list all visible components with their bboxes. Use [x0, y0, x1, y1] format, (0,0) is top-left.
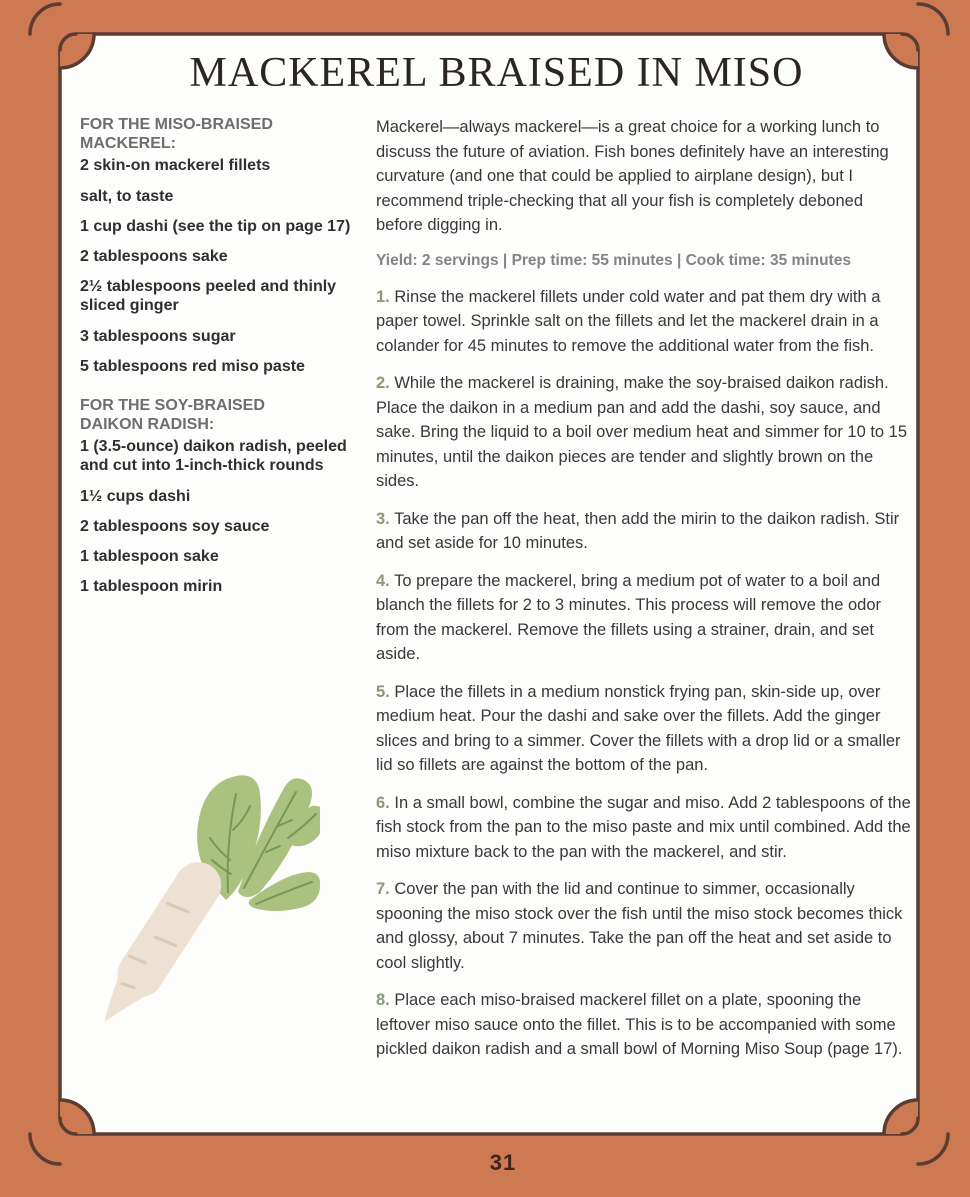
step-number: 4.: [376, 571, 390, 590]
ingredient-item: 1 tablespoon mirin: [80, 578, 223, 596]
intro-paragraph: Mackerel—always mackerel—is a great choice for a working lunch to discuss the future of aviation. Fish bones definitely have an interesting curvature (and one that could be applied to airplane design), but I recommend triple-checking that all your fish is completely deboned before digging in.: [376, 118, 889, 235]
ingredient-item: 2½ tablespoons peeled and thinly sliced ginger: [80, 278, 337, 315]
step-text: To prepare the mackerel, bring a medium pot of water to a boil and blanch the fillets for 2 to 3 minutes. This process will remove the odor from the mackerel. Remove the fillets using a strainer, drain, and set aside.: [376, 571, 882, 664]
step-paragraph: [376, 507, 913, 556]
ingredients-section-daikon: [80, 396, 364, 597]
ingredient-item: 2 skin-on mackerel fillets: [80, 157, 271, 175]
step-paragraph: [376, 371, 913, 494]
yield-prep-cook-line: Yield: 2 servings | Prep time: 55 minutes | Cook time: 35 minutes: [376, 251, 851, 269]
ingredients-list: [80, 156, 364, 376]
step-text: Place each miso-braised mackerel fillet on a plate, spooning the leftover miso sauce onto the fillet. This is to be accompanied with some pickled daikon radish and a small bowl of Morning Miso Soup (page 17).: [376, 991, 903, 1059]
ingredients-list: [80, 437, 364, 596]
ingredient-item: 2 tablespoons soy sauce: [80, 517, 270, 535]
step-paragraph: [376, 680, 913, 778]
step-number: 5.: [376, 682, 390, 701]
ingredient-item: 1½ cups dashi: [80, 487, 191, 505]
step-text: Rinse the mackerel fillets under cold water and pat them dry with a paper towel. Sprinkle salt on the fillets and let the mackerel drain in a colander for 45 minutes to remove the additional water from the fish.: [376, 287, 881, 355]
ingredient-item: 1 cup dashi (see the tip on page 17): [80, 217, 351, 235]
step-number: 1.: [376, 287, 390, 306]
step-paragraph: [376, 988, 913, 1062]
step-text: Cover the pan with the lid and continue to simmer, occasionally spooning the miso stock over the fish until the miso stock becomes thick and glossy, about 7 minutes. Take the pan off the heat and set aside to cool slightly.: [376, 880, 903, 972]
step-number: 8.: [376, 991, 390, 1010]
ingredient-item: 3 tablespoons sugar: [80, 327, 236, 345]
ingredients-heading: FOR THE MISO-BRAISED MACKEREL:: [80, 116, 273, 153]
ingredient-item: 1 (3.5-ounce) daikon radish, peeled and cut into 1-inch-thick rounds: [80, 438, 347, 475]
step-text: In a small bowl, combine the sugar and miso. Add 2 tablespoons of the fish stock from the pan to the miso paste and mix until combined. Add the miso mixture back to the pan with the mackerel, and stir.: [376, 793, 911, 861]
step-text: While the mackerel is draining, make the soy-braised daikon radish. Place the daikon in a medium pan and add the dashi, soy sauce, and sake. Bring the liquid to a boil over medium heat and simmer for 10 to 15 minutes, until the daikon pieces are tender and slightly brown on the sides.: [376, 374, 908, 491]
step-text: Place the fillets in a medium nonstick frying pan, skin-side up, over medium heat. Pour the dashi and sake over the fillets. Add the ginger slices and bring to a simmer. Cover the fillets with a drop lid or a smaller lid so fillets are against the bottom of the pan.: [376, 682, 901, 775]
step-number: 7.: [376, 880, 390, 899]
step-number: 6.: [376, 793, 390, 812]
ingredients-heading: FOR THE SOY-BRAISED DAIKON RADISH:: [80, 396, 265, 434]
page-number: 31: [489, 1150, 517, 1175]
step-number: 2.: [376, 374, 390, 393]
ingredients-section-mackerel: [80, 115, 364, 376]
ingredient-item: 1 tablespoon sake: [80, 548, 219, 566]
step-number: 3.: [376, 509, 390, 528]
step-text: Take the pan off the heat, then add the mirin to the daikon radish. Stir and set aside for 10 minutes.: [376, 509, 900, 553]
daikon-radish-illustration: [88, 742, 320, 1034]
ingredient-item: salt, to taste: [80, 187, 174, 205]
page-title: MACKEREL BRAISED IN MISO: [189, 50, 804, 96]
method-column: [376, 115, 913, 1075]
ingredient-item: 2 tablespoons sake: [80, 247, 228, 265]
step-paragraph: [376, 791, 913, 865]
step-paragraph: [376, 285, 913, 359]
step-paragraph: [376, 877, 913, 975]
ingredient-item: 5 tablespoons red miso paste: [80, 357, 305, 375]
step-paragraph: [376, 569, 913, 667]
